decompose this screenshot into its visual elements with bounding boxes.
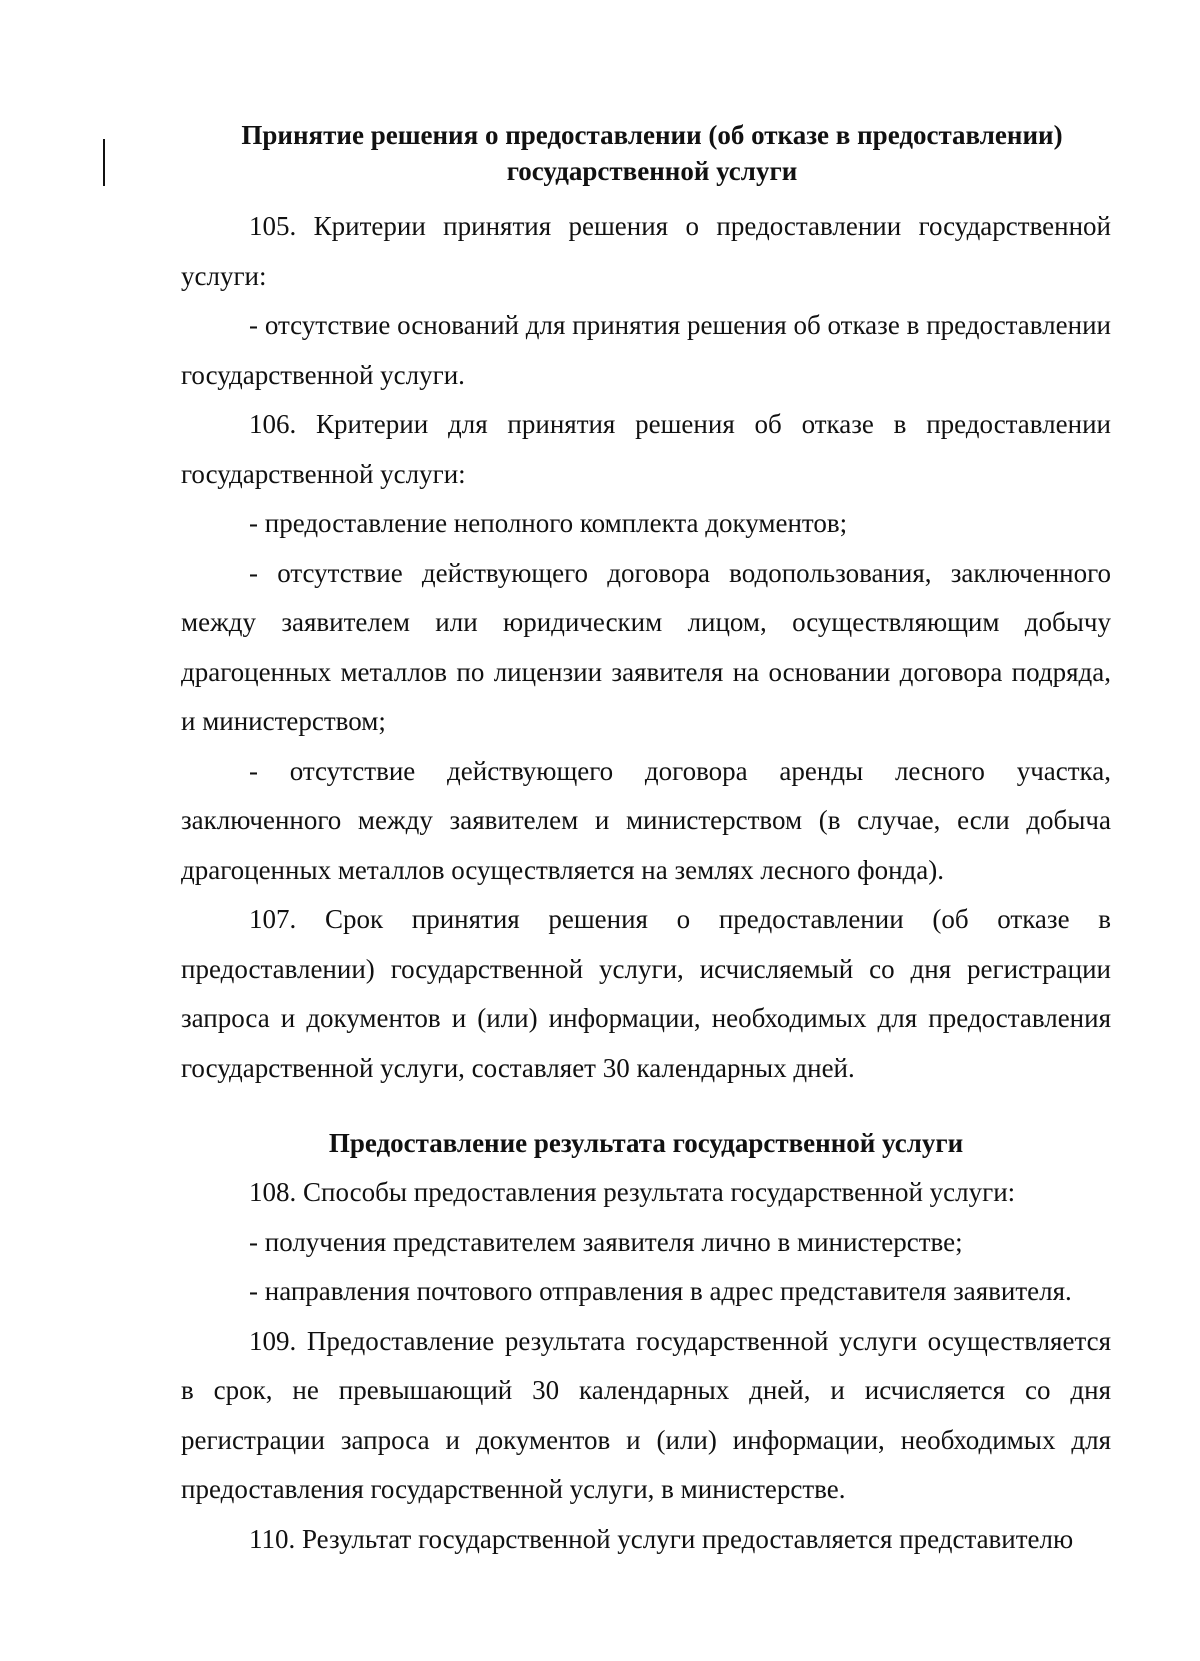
paragraph-109: 109. Предоставление результата государственной услуги осуществляется в срок, не превышающий 30 календарных дней, и исчисляется со дня регистрации запроса и документов и (или) информации, необходимых для предоставления государственной услуги, в министерстве. <box>181 1325 1111 1504</box>
paragraph-108: 108. Способы предоставления результата государственной услуги: <box>249 1177 1016 1207</box>
section-body-decision <box>181 202 1111 1093</box>
paragraph-108-item-1: - получения представителем заявителя лично в министерстве; <box>249 1226 963 1257</box>
paragraph-106-item-3: - отсутствие действующего договора аренды лесного участка, заключенного между заявителем и министерством (в случае, если добыча драгоценных металлов осуществляется на землях лесного фонда). <box>181 755 1111 885</box>
section-heading-decision <box>178 117 1114 189</box>
paragraph-106-item-1: - предоставление неполного комплекта документов; <box>249 508 848 538</box>
paragraph-105-item: - отсутствие оснований для принятия решения об отказе в предоставлении государственной услуги. <box>181 310 1111 390</box>
section-body-result <box>181 1168 1111 1564</box>
paragraph-106: 106. Критерии для принятия решения об отказе в предоставлении государственной услуги: <box>181 409 1111 489</box>
paragraph-108-item-2: - направления почтового отправления в адрес представителя заявителя. <box>249 1276 1072 1306</box>
paragraph-105: 105. Критерии принятия решения о предоставлении государственной услуги: <box>181 211 1111 291</box>
section-heading-result: Предоставление результата государственной услуги <box>328 1128 964 1158</box>
margin-mark <box>103 139 105 186</box>
paragraph-110: 110. Результат государственной услуги предоставляется представителю <box>249 1523 1074 1554</box>
heading-line-2: государственной услуги <box>506 156 798 186</box>
heading-line-1: Принятие решения о предоставлении (об отказе в предоставлении) <box>241 120 1063 150</box>
paragraph-107: 107. Срок принятия решения о предоставлении (об отказе в предоставлении) государственной услуги, исчисляемый со дня регистрации запроса и документов и (или) информации, необходимых для предоставления государственной услуги, составляет 30 календарных дней. <box>181 904 1111 1083</box>
paragraph-106-item-2: - отсутствие действующего договора водопользования, заключенного между заявителем или юридическим лицом, осуществляющим добычу драгоценных металлов по лицензии заявителя на основании договора подряда, и министерством; <box>181 557 1111 736</box>
